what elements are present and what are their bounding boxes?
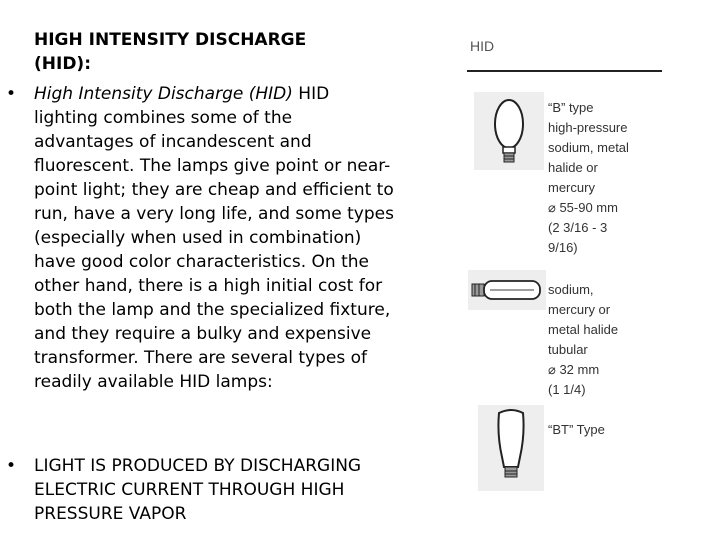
- figure-label: HID: [470, 38, 495, 54]
- bullet-icon: •: [6, 84, 17, 104]
- heading-line-2: (HID):: [34, 54, 92, 74]
- b-type-lamp-icon: [474, 92, 544, 170]
- tubular-lamp-caption: sodium, mercury or metal halide tubular ⌀ 32 mm (1 1/4): [548, 282, 619, 397]
- bt-type-lamp-caption: “BT” Type: [548, 422, 605, 437]
- heading-line-1: HIGH INTENSITY DISCHARGE: [34, 30, 307, 50]
- b-type-lamp-caption: “B” type high-pressure sodium, metal halide or mercury ⌀ 55-90 mm (2 3/16 - 3 9/16): [548, 100, 629, 255]
- figure-divider: [467, 70, 662, 72]
- bullet-icon: •: [6, 456, 17, 476]
- bullet-paragraph: [34, 82, 394, 394]
- bullet-paragraph: LIGHT IS PRODUCED BY DISCHARGING ELECTRIC CURRENT THROUGH HIGH PRESSURE VAPOR: [34, 456, 362, 524]
- bt-type-lamp-icon: [478, 405, 544, 491]
- tubular-lamp-icon: [468, 270, 546, 310]
- bullet-lead-text: High Intensity Discharge (HID): [34, 84, 293, 104]
- bullet-body-text: HID lighting combines some of the advantages of incandescent and fluorescent. The lamps give point or near-point light; they are cheap and efficient to run, have a very long life, and some types (especially when used in combination) have good color characteristics. On the other hand, there is a high initial cost for both the lamp and the specialized fixture, and they require a bulky and expensive transformer. There are several types of readily available HID lamps:: [34, 84, 394, 392]
- section-heading: [34, 28, 434, 76]
